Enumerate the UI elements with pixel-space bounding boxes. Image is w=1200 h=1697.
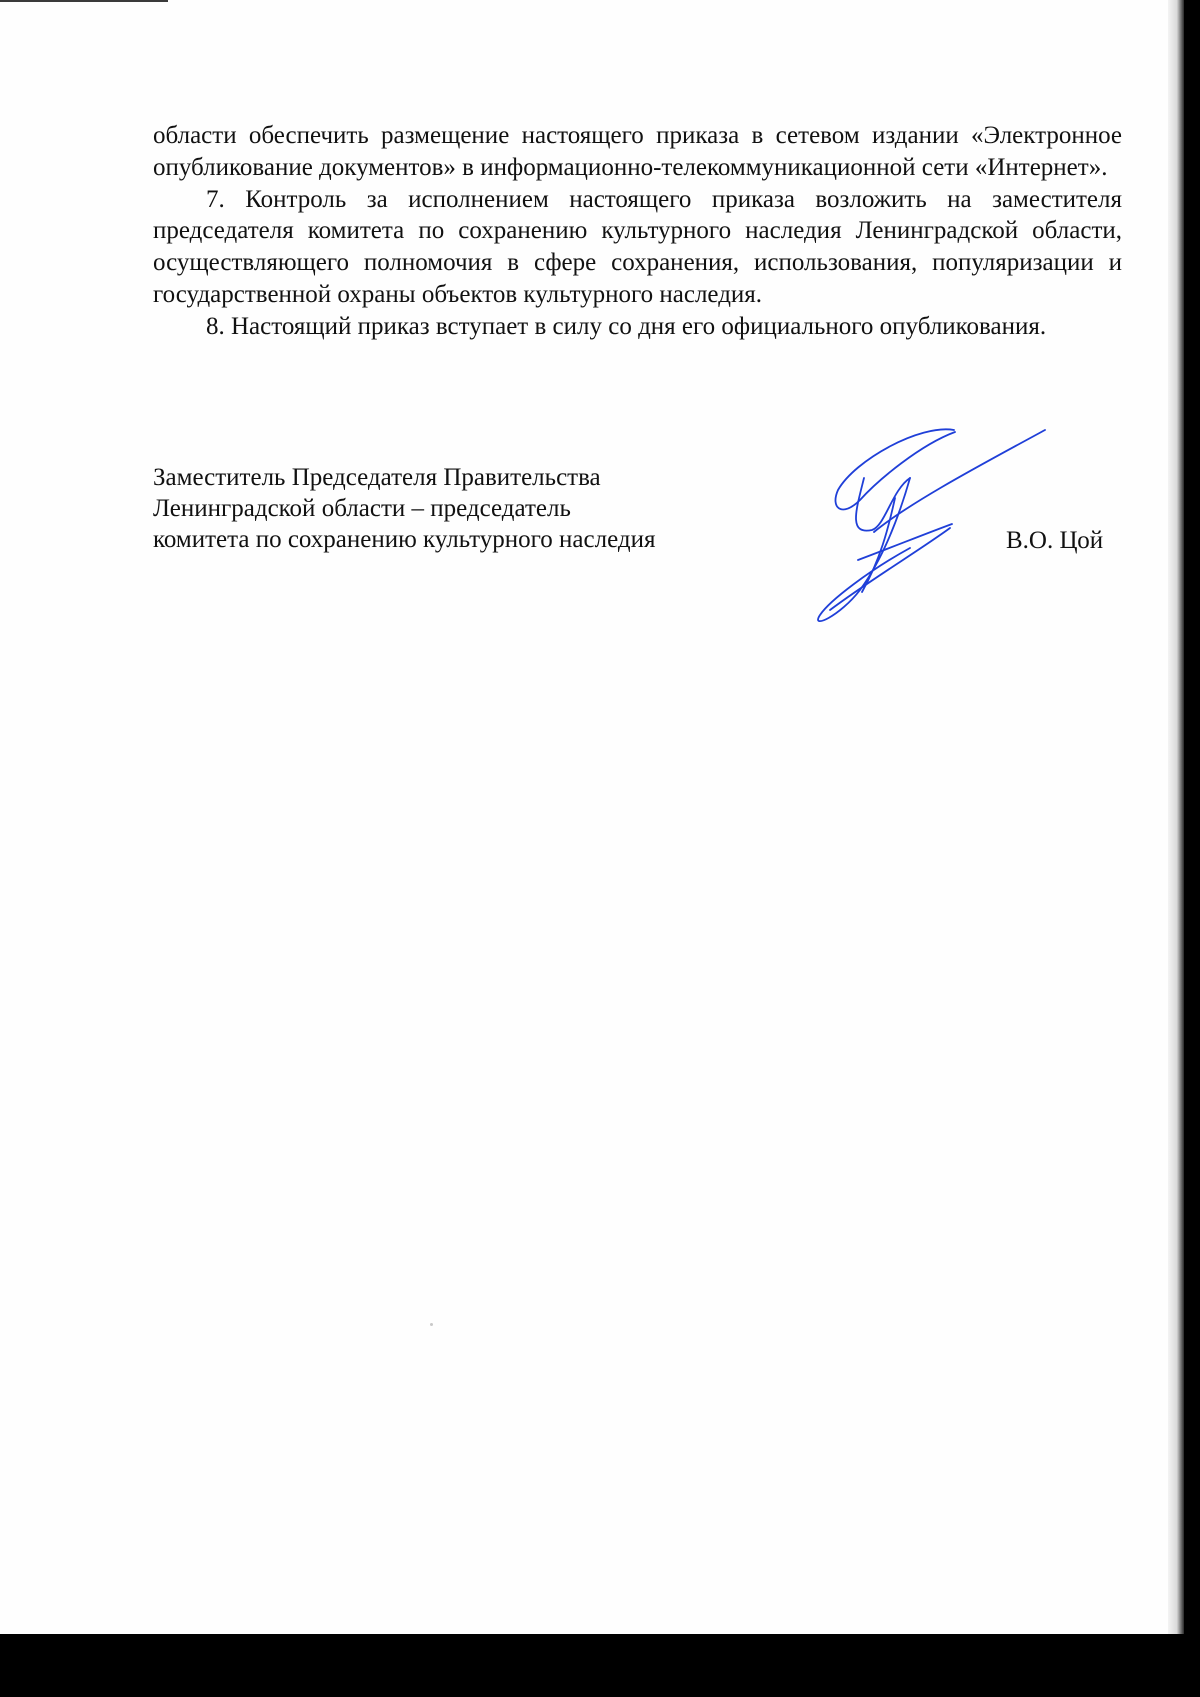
signatory-title: [153, 462, 655, 555]
scan-mark: [0, 0, 168, 2]
document-body: [153, 120, 1122, 343]
paragraph-item-8: 8. Настоящий приказ вступает в силу со дня его официального опубликования.: [206, 312, 1047, 340]
signatory-title-line: Ленинградской области – председатель: [153, 495, 571, 522]
page-edge-shadow: [1168, 0, 1184, 1634]
paragraph-item-7: 7. Контроль за исполнением настоящего приказа возложить на заместителя председателя комитета по сохранению культурного наследия Ленинградской области, осуществляющего полномочия в сфере сохранения, использования, популяризации и государственной охраны объектов культурного наследия.: [153, 185, 1122, 308]
scan-speck: [430, 1323, 433, 1326]
signatory-title-line: Заместитель Председателя Правительства: [153, 464, 601, 491]
signer-name: В.О. Цой: [1006, 527, 1104, 554]
paragraph-continuation: области обеспечить размещение настоящего приказа в сетевом издании «Электронное опубликование документов» в информационно-телекоммуникационной сети «Интернет».: [153, 122, 1122, 181]
signatory-title-line: комитета по сохранению культурного наследия: [153, 526, 656, 553]
